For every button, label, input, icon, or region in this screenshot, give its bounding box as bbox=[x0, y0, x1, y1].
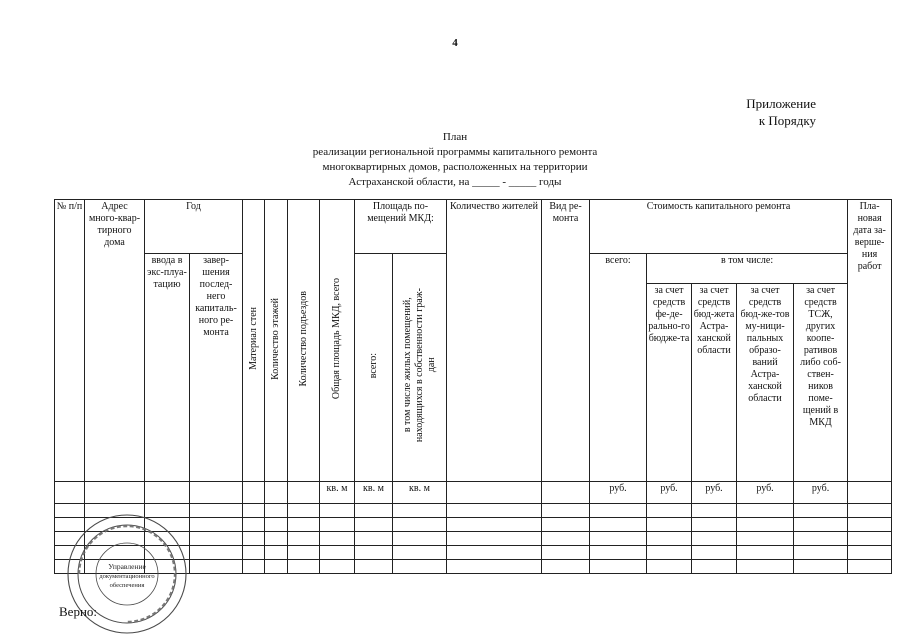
table-cell bbox=[243, 532, 265, 546]
header-floors: Количество этажей bbox=[265, 200, 288, 482]
table-cell bbox=[243, 546, 265, 560]
table-cell bbox=[542, 560, 590, 574]
table-cell bbox=[393, 504, 447, 518]
table-cell bbox=[288, 532, 320, 546]
table-cell bbox=[320, 546, 355, 560]
table-cell bbox=[737, 560, 794, 574]
table-cell bbox=[190, 518, 243, 532]
header-repair-type: Вид ре-монта bbox=[542, 200, 590, 482]
table-cell bbox=[692, 560, 737, 574]
table-cell bbox=[848, 518, 892, 532]
unit-cell: руб. bbox=[794, 482, 848, 504]
table-cell bbox=[190, 560, 243, 574]
table-cell bbox=[794, 518, 848, 532]
table-cell bbox=[243, 560, 265, 574]
header-cost-total: всего: bbox=[590, 254, 647, 482]
appendix-line-1: Приложение bbox=[746, 96, 816, 111]
table-cell bbox=[737, 532, 794, 546]
table-cell bbox=[542, 546, 590, 560]
table-cell bbox=[355, 504, 393, 518]
table-cell bbox=[393, 546, 447, 560]
table-cell bbox=[794, 532, 848, 546]
table-cell bbox=[794, 560, 848, 574]
table-cell bbox=[393, 560, 447, 574]
table-cell bbox=[692, 504, 737, 518]
table-cell bbox=[288, 560, 320, 574]
table-cell bbox=[647, 546, 692, 560]
table-cell bbox=[355, 546, 393, 560]
table-cell bbox=[243, 518, 265, 532]
table-cell bbox=[590, 546, 647, 560]
unit-cell: руб. bbox=[692, 482, 737, 504]
table-cell bbox=[692, 518, 737, 532]
table-cell bbox=[692, 546, 737, 560]
header-residents: Количество жителей bbox=[447, 200, 542, 482]
stamp-center-line-3: обеспечения bbox=[109, 582, 145, 589]
table-cell bbox=[590, 504, 647, 518]
header-num: № п/п bbox=[55, 200, 85, 482]
table-cell bbox=[794, 546, 848, 560]
table-cell bbox=[542, 504, 590, 518]
unit-cell: кв. м bbox=[393, 482, 447, 504]
header-premises-total: всего: bbox=[355, 254, 393, 482]
table-cell bbox=[848, 504, 892, 518]
title-line-1: План bbox=[442, 131, 468, 143]
unit-cell: кв. м bbox=[355, 482, 393, 504]
table-cell bbox=[848, 532, 892, 546]
unit-cell: руб. bbox=[737, 482, 794, 504]
header-cost: Стоимость капитального ремонта bbox=[590, 200, 848, 254]
table-cell bbox=[447, 532, 542, 546]
header-year-commissioning: ввода в экс-плуа-тацию bbox=[145, 254, 190, 482]
table-cell bbox=[447, 504, 542, 518]
table-cell bbox=[447, 518, 542, 532]
table-cell bbox=[647, 504, 692, 518]
table-cell bbox=[243, 504, 265, 518]
table-cell bbox=[590, 518, 647, 532]
header-cost-hoa: за счет средств ТСЖ, других коопе-ративов либо соб-ствен-ников поме-щений в МКД bbox=[794, 284, 848, 482]
header-cost-federal: за счет средств фе-де-рально-го бюдже-та bbox=[647, 284, 692, 482]
header-cost-including: в том числе: bbox=[647, 254, 848, 284]
header-cost-regional: за счет средств бюд-жета Астра-ханской области bbox=[692, 284, 737, 482]
unit-cell: руб. bbox=[647, 482, 692, 504]
table-cell bbox=[393, 518, 447, 532]
table-cell bbox=[647, 560, 692, 574]
table-cell bbox=[848, 560, 892, 574]
header-completion-date: Пла-новая дата за-верше-ния работ bbox=[848, 200, 892, 482]
table-cell bbox=[737, 546, 794, 560]
title-line-2: реализации региональной программы капитального ремонта bbox=[312, 146, 598, 158]
table-cell bbox=[265, 546, 288, 560]
unit-cell: кв. м bbox=[320, 482, 355, 504]
header-year-last-repair: завер-шения послед-него капиталь-ного ре-монта bbox=[190, 254, 243, 482]
table-cell bbox=[355, 560, 393, 574]
header-premises-area: Площадь по-мещений МКД: bbox=[355, 200, 447, 254]
title-line-3: многоквартирных домов, расположенных на территории bbox=[322, 161, 588, 173]
stamp-center-line-1: Управление bbox=[108, 562, 146, 571]
table-cell bbox=[393, 532, 447, 546]
document-title bbox=[240, 130, 670, 190]
table-cell bbox=[737, 504, 794, 518]
table-cell bbox=[320, 518, 355, 532]
table-cell bbox=[265, 532, 288, 546]
table-cell bbox=[590, 532, 647, 546]
table-cell bbox=[794, 504, 848, 518]
table-cell bbox=[447, 560, 542, 574]
unit-cell: руб. bbox=[590, 482, 647, 504]
table-cell bbox=[590, 560, 647, 574]
header-total-area: Общая площадь МКД, всего bbox=[320, 200, 355, 482]
table-cell bbox=[355, 518, 393, 532]
header-premises-residential: в том числе жилых помещений, находящихся в собственности граж- дан bbox=[393, 254, 447, 482]
header-year: Год bbox=[145, 200, 243, 254]
header-entrances: Количество подъездов bbox=[288, 200, 320, 482]
table-cell bbox=[320, 532, 355, 546]
table-cell bbox=[542, 518, 590, 532]
table-cell bbox=[320, 504, 355, 518]
table-cell bbox=[355, 532, 393, 546]
table-cell bbox=[647, 518, 692, 532]
certification-label: Верно: bbox=[59, 604, 98, 619]
table-cell bbox=[265, 560, 288, 574]
table-cell bbox=[447, 546, 542, 560]
units-row bbox=[55, 482, 892, 504]
table-cell bbox=[288, 546, 320, 560]
table-cell bbox=[848, 546, 892, 560]
table-cell bbox=[320, 560, 355, 574]
table-cell bbox=[190, 504, 243, 518]
table-cell bbox=[647, 532, 692, 546]
page-number: 4 bbox=[452, 37, 458, 49]
table-cell bbox=[288, 504, 320, 518]
appendix-note bbox=[706, 95, 816, 129]
table-cell bbox=[265, 518, 288, 532]
table-cell bbox=[737, 518, 794, 532]
table-cell bbox=[190, 532, 243, 546]
table-cell bbox=[542, 532, 590, 546]
table-cell bbox=[288, 518, 320, 532]
table-cell bbox=[692, 532, 737, 546]
title-line-4: Астраханской области, на _____ - _____ годы bbox=[348, 176, 562, 188]
header-address: Адрес много-квар-тирного дома bbox=[85, 200, 145, 482]
header-wall-material: Материал стен bbox=[243, 200, 265, 482]
table-cell bbox=[190, 546, 243, 560]
header-cost-municipal: за счет средств бюд-же-тов му-ници-пальных образо-ваний Астра-ханской области bbox=[737, 284, 794, 482]
table-cell bbox=[265, 504, 288, 518]
appendix-line-2: к Порядку bbox=[758, 113, 816, 128]
stamp-center-line-2: документационного bbox=[99, 573, 155, 580]
